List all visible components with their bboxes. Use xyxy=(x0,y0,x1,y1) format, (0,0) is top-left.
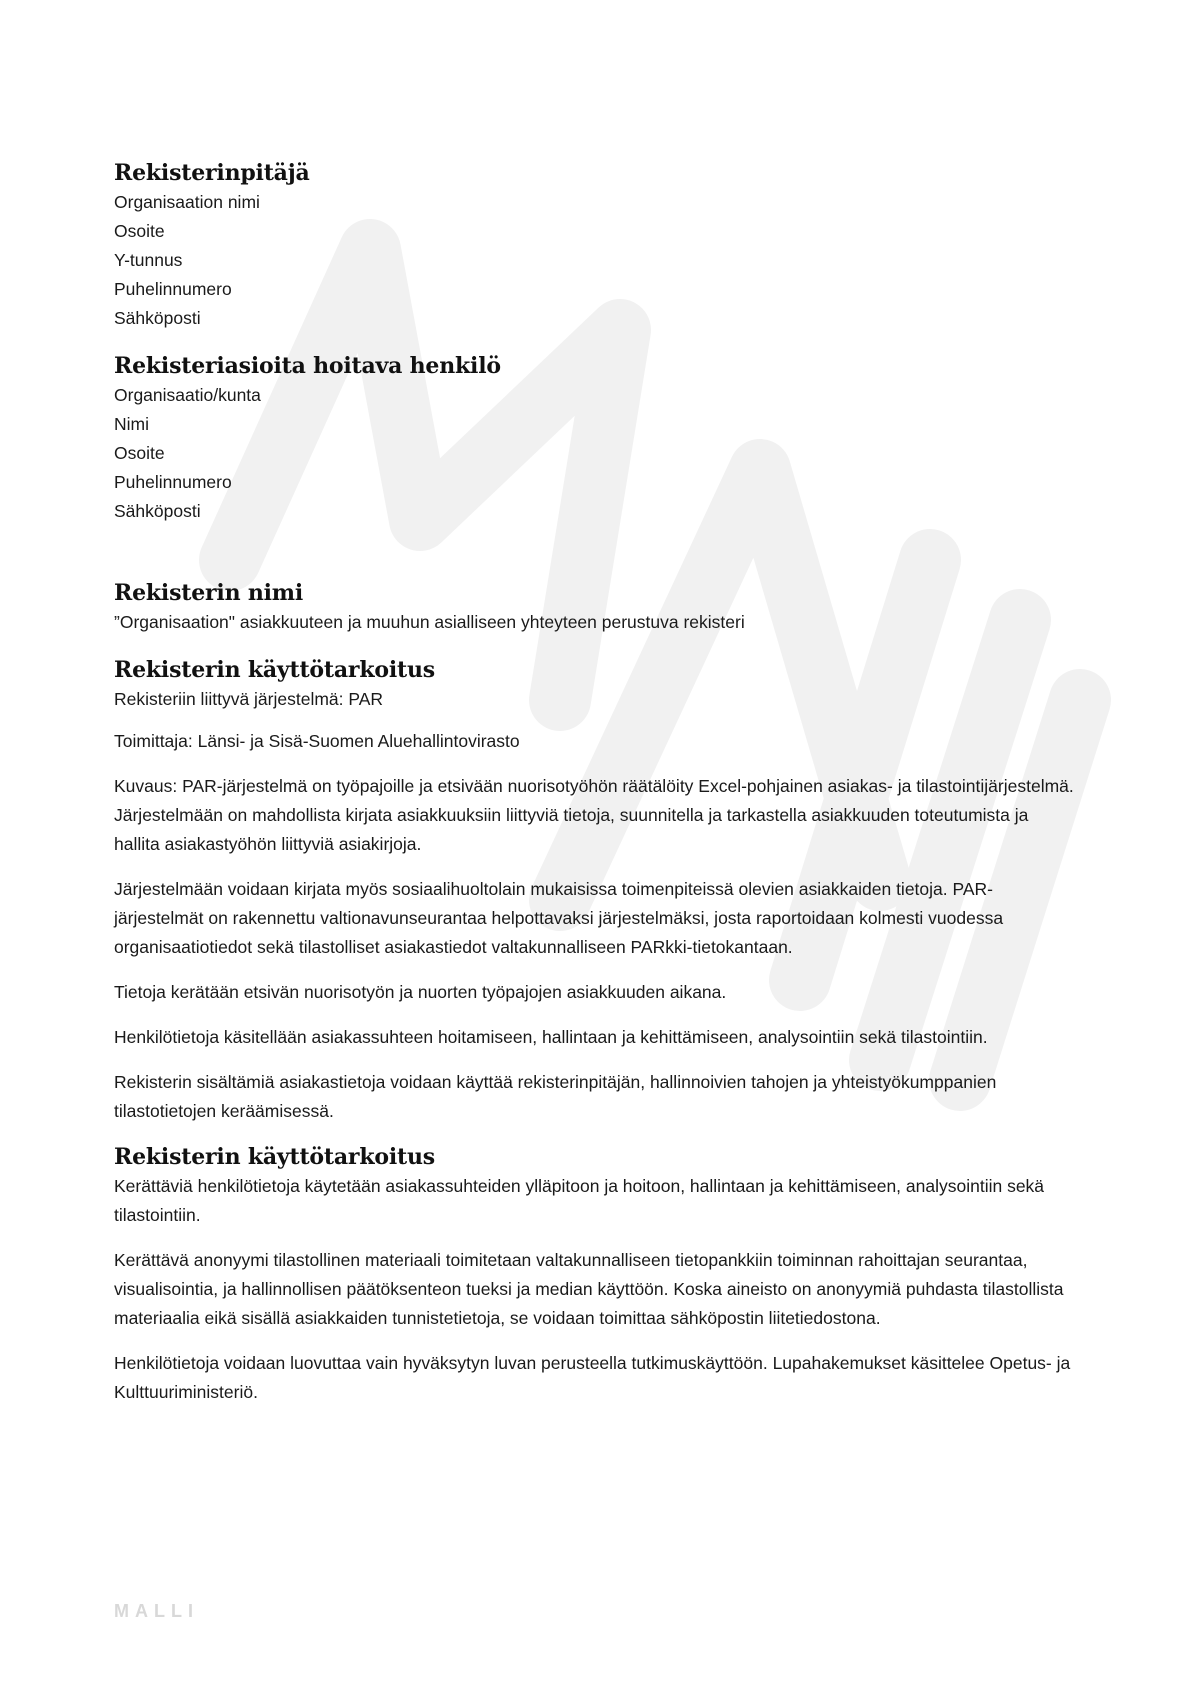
heading-register-name: Rekisterin nimi xyxy=(114,580,304,606)
purpose-2-paragraph: Kerättävä anonyymi tilastollinen materiaali toimitetaan valtakunnalliseen tietopankkiin toiminnan rahoittajan seurantaa, visualisointia, ja hallinnollisen päätöksenteon tueksi ja median käyttöön. Koska aineisto on anonyymiä puhdasta tilastollista materiaalia eikä sisällä asiakkaiden tunnistetietoja, se voidaan toimittaa sähköpostin liitetiedostona. xyxy=(114,1250,1064,1328)
heading-controller: Rekisterinpitäjä xyxy=(114,160,310,186)
section-register-name xyxy=(114,578,1074,637)
section-purpose-1 xyxy=(114,655,1074,1126)
section-contact-person xyxy=(114,351,1074,526)
controller-address: Osoite xyxy=(114,221,165,241)
contact-email: Sähköposti xyxy=(114,501,201,521)
heading-contact-person: Rekisteriasioita hoitava henkilö xyxy=(114,353,501,379)
contact-organisation: Organisaatio/kunta xyxy=(114,385,261,405)
purpose-1-paragraph: Rekisteriin liittyvä järjestelmä: PAR xyxy=(114,689,384,709)
purpose-1-paragraph: Järjestelmään voidaan kirjata myös sosiaalihuoltolain mukaisissa toimenpiteissä olevien asiakkaiden tietoja. PAR-järjestelmät on rakennettu valtionavunseurantaa helpottavaksi järjestelmäksi, josta raportoidaan kolmesti vuodessa organisaatiotiedot sekä tilastolliset asiakastiedot valtakunnalliseen PARkki-tietokantaan. xyxy=(114,879,1004,957)
controller-phone: Puhelinnumero xyxy=(114,279,232,299)
purpose-2-paragraph: Kerättäviä henkilötietoja käytetään asiakassuhteiden ylläpitoon ja hoitoon, hallintaan ja kehittämiseen, analysointiin sekä tilastointiin. xyxy=(114,1176,1045,1225)
document-content xyxy=(114,158,1074,1423)
contact-phone: Puhelinnumero xyxy=(114,472,232,492)
purpose-1-paragraph: Henkilötietoja käsitellään asiakassuhteen hoitamiseen, hallintaan ja kehittämiseen, analysointiin sekä tilastointiin. xyxy=(114,1027,988,1047)
controller-business-id: Y-tunnus xyxy=(114,250,183,270)
contact-name: Nimi xyxy=(114,414,149,434)
section-purpose-2 xyxy=(114,1142,1074,1407)
purpose-1-paragraph: Tietoja kerätään etsivän nuorisotyön ja nuorten työpajojen asiakkuuden aikana. xyxy=(114,982,727,1002)
purpose-1-paragraph: Rekisterin sisältämiä asiakastietoja voidaan käyttää rekisterinpitäjän, hallinnoivien tahojen ja yhteistyökumppanien tilastotietojen keräämisessä. xyxy=(114,1072,997,1121)
heading-purpose-1: Rekisterin käyttötarkoitus xyxy=(114,657,435,683)
purpose-2-paragraph: Henkilötietoja voidaan luovuttaa vain hyväksytyn luvan perusteella tutkimuskäyttöön. Lupahakemukset käsittelee Opetus- ja Kulttuuriministeriö. xyxy=(114,1353,1071,1402)
controller-email: Sähköposti xyxy=(114,308,201,328)
purpose-1-paragraph: Kuvaus: PAR-järjestelmä on työpajoille ja etsivään nuorisotyöhön räätälöity Excel-pohjainen asiakas- ja tilastointijärjestelmä. Järjestelmään on mahdollista kirjata asiakkuuksiin liittyviä tietoja, suunnitella ja tarkastella asiakkuuden toteutumista ja hallita asiakastyöhön liittyviä asiakirjoja. xyxy=(114,776,1074,854)
purpose-1-paragraph: Toimittaja: Länsi- ja Sisä-Suomen Aluehallintovirasto xyxy=(114,731,520,751)
controller-org-name: Organisaation nimi xyxy=(114,192,260,212)
watermark: MALLI xyxy=(114,1601,199,1621)
register-name-text: ”Organisaation" asiakkuuteen ja muuhun asialliseen yhteyteen perustuva rekisteri xyxy=(114,612,745,632)
contact-address: Osoite xyxy=(114,443,165,463)
section-controller xyxy=(114,158,1074,333)
heading-purpose-2: Rekisterin käyttötarkoitus xyxy=(114,1144,435,1170)
